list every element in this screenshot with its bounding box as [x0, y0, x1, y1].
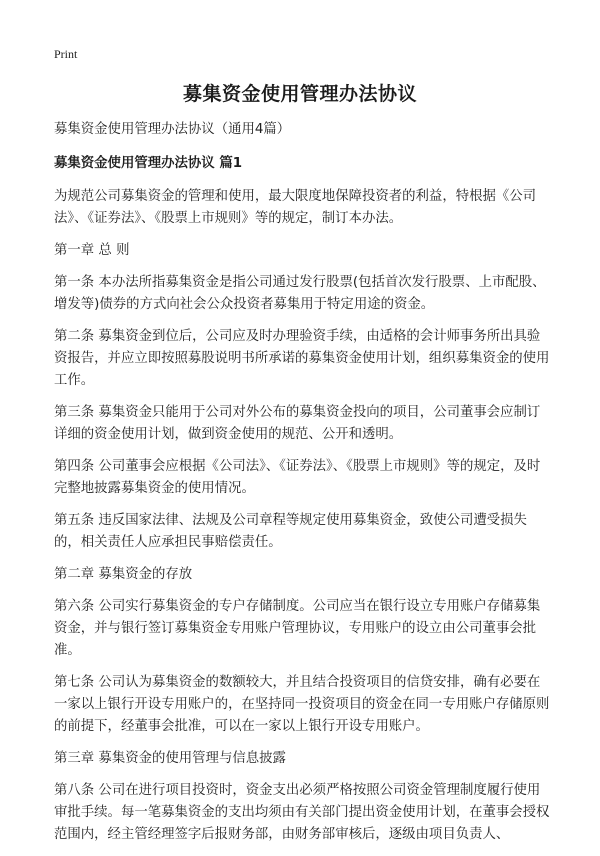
page-title: 募集资金使用管理办法协议	[182, 83, 417, 105]
article-2: 第二条 募集资金到位后，公司应及时办理验资手续，由适格的会计师事务所出具验资报告，并应立即按照募股说明书所承诺的募集资金使用计划，组织募集资金的使用工作。	[54, 329, 550, 388]
article-7: 第七条 公司认为募集资金的数额较大，并且结合投资项目的信贷安排，确有必要在一家以上银行开设专用账户的，在坚持同一投资项目的资金在同一专用账户存储原则的前提下，经董事会批准，可以在一家以上银行开设专用账户。	[54, 675, 550, 734]
document-subtitle: 募集资金使用管理办法协议（通用4篇）	[54, 122, 291, 137]
chapter-heading-2: 第二章 募集资金的存放	[54, 567, 193, 582]
article-6: 第六条 公司实行募集资金的专户存储制度。公司应当在银行设立专用账户存储募集资金，并与银行签订募集资金专用账户管理协议，专用账户的设立由公司董事会批准。	[54, 599, 541, 658]
article-3: 第三条 募集资金只能用于公司对外公布的募集资金投向的项目，公司董事会应制订详细的资金使用计划，做到资金使用的规范、公开和透明。	[54, 405, 541, 442]
article-1: 第一条 本办法所指募集资金是指公司通过发行股票(包括首次发行股票、上市配股、增发等)债券的方式向社会公众投资者募集用于特定用途的资金。	[54, 275, 546, 312]
article-body	[54, 119, 550, 856]
print-link[interactable]: Print	[54, 47, 78, 61]
article-4: 第四条 公司董事会应根据《公司法》、《证券法》、《股票上市规则》等的规定，及时完整地披露募集资金的使用情况。	[54, 459, 541, 496]
chapter-heading-3: 第三章 募集资金的使用管理与信息披露	[54, 751, 286, 766]
chapter-heading-1: 第一章 总 则	[54, 243, 130, 258]
article-5: 第五条 违反国家法律、法规及公司章程等规定使用募集资金，致使公司遭受损失的，相关责任人应承担民事赔偿责任。	[54, 513, 527, 550]
article-8: 第八条 公司在进行项目投资时，资金支出必须严格按照公司资金管理制度履行使用审批手续。每一笔募集资金的支出均须由有关部门提出资金使用计划，在董事会授权范围内，经主管经理签字后报财务部，由财务部审核后，逐级由项目负责人、	[54, 783, 550, 842]
section-heading: 募集资金使用管理办法协议 篇1	[54, 156, 243, 171]
intro-paragraph: 为规范公司募集资金的管理和使用，最大限度地保障投资者的利益，特根据《公司法》、《证券法》、《股票上市规则》等的规定，制订本办法。	[54, 189, 537, 226]
